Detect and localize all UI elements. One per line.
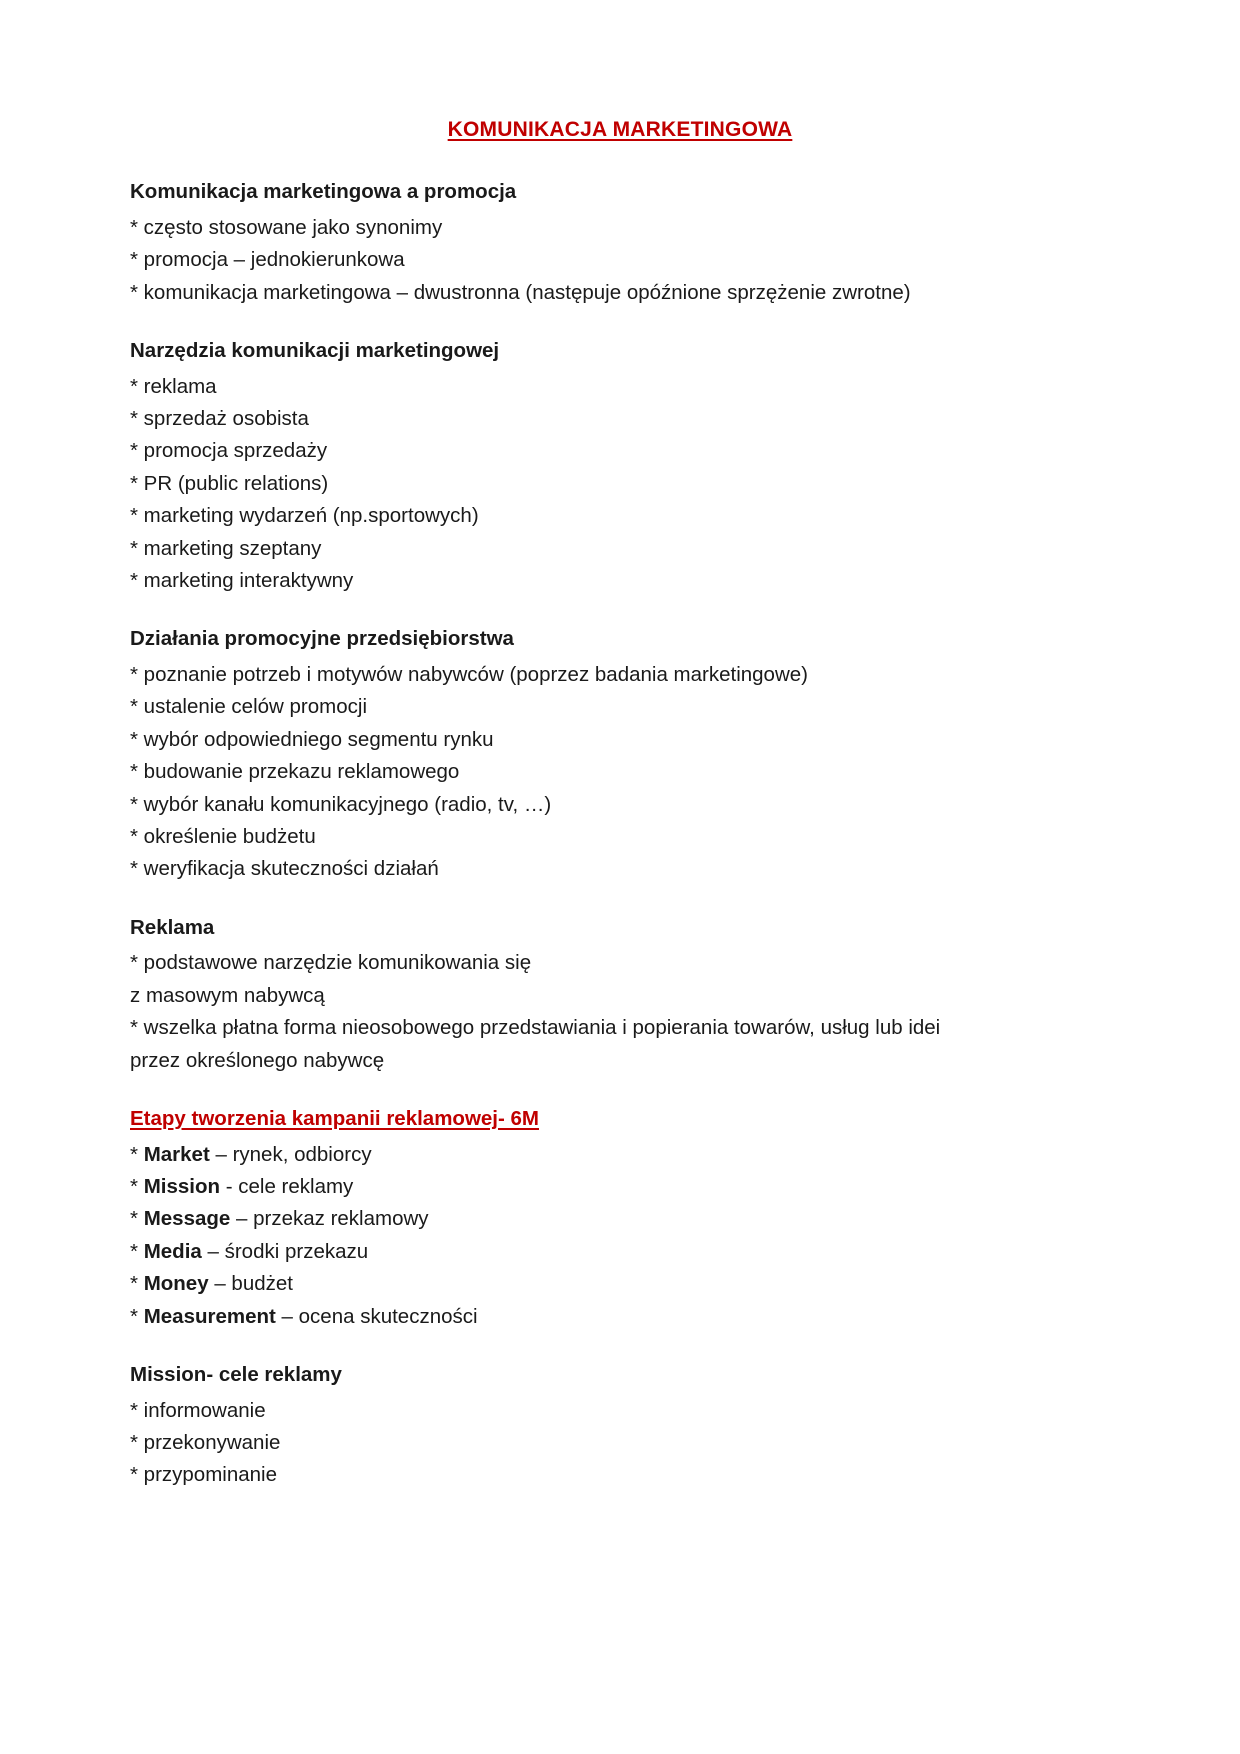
bullet-line xyxy=(130,1171,1110,1203)
bullet-line: * marketing wydarzeń (np.sportowych) xyxy=(130,504,479,528)
bullet-line: z masowym nabywcą xyxy=(130,983,325,1007)
bullet-text: - cele reklamy xyxy=(220,1175,354,1199)
bullet-marker: * xyxy=(130,1175,144,1199)
section-heading: Narzędzia komunikacji marketingowej xyxy=(130,338,500,362)
bullet-keyword: Mission xyxy=(143,1175,221,1199)
bullet-keyword: Money xyxy=(143,1272,209,1296)
bullet-line: * określenie budżetu xyxy=(130,824,316,848)
section-heading: Działania promocyjne przedsiębiorstwa xyxy=(130,627,514,651)
bullet-text: – środki przekazu xyxy=(201,1239,369,1263)
section-heading: Reklama xyxy=(130,915,215,939)
bullet-marker: * xyxy=(130,1239,144,1263)
bullet-line: * wybór odpowiedniego segmentu rynku xyxy=(130,727,494,751)
bullet-line: * poznanie potrzeb i motywów nabywców (poprzez badania marketingowe) xyxy=(130,663,808,687)
bullet-text: – budżet xyxy=(208,1272,293,1296)
bullet-marker: * xyxy=(130,1272,144,1296)
document-section xyxy=(130,335,1110,597)
bullet-line: * informowanie xyxy=(130,1398,266,1422)
bullet-line: * promocja sprzedaży xyxy=(130,439,328,463)
bullet-line: * marketing szeptany xyxy=(130,536,322,560)
bullet-line: * przekonywanie xyxy=(130,1431,281,1455)
bullet-keyword: Market xyxy=(143,1142,210,1166)
bullet-text: – przekaz reklamowy xyxy=(230,1207,429,1231)
bullet-keyword: Media xyxy=(143,1239,202,1263)
document-section xyxy=(130,623,1110,885)
bullet-line: * przypominanie xyxy=(130,1463,277,1487)
bullet-line: * wybór kanału komunikacyjnego (radio, tv, …) xyxy=(130,792,552,816)
bullet-marker: * xyxy=(130,1207,144,1231)
bullet-marker: * xyxy=(130,1304,144,1328)
bullet-marker: * xyxy=(130,1142,144,1166)
document-section xyxy=(130,1359,1110,1492)
document-section xyxy=(130,176,1110,309)
section-heading: Komunikacja marketingowa a promocja xyxy=(130,180,517,203)
bullet-keyword: Measurement xyxy=(143,1304,276,1328)
bullet-line: * wszelka płatna forma nieosobowego przedstawiania i popierania towarów, usług lub idei xyxy=(130,1016,941,1040)
bullet-line: * często stosowane jako synonimy xyxy=(130,215,443,239)
bullet-line: * marketing interaktywny xyxy=(130,568,354,592)
document-section xyxy=(130,912,1110,1077)
bullet-line: przez określonego nabywcę xyxy=(130,1048,385,1072)
bullet-line: * sprzedaż osobista xyxy=(130,407,309,431)
section-heading: Mission- cele reklamy xyxy=(130,1362,342,1386)
bullet-line xyxy=(130,1236,1110,1268)
bullet-line: * reklama xyxy=(130,374,217,398)
section-heading: Etapy tworzenia kampanii reklamowej- 6M xyxy=(130,1106,539,1130)
bullet-line xyxy=(130,1203,1110,1235)
bullet-line: * weryfikacja skuteczności działań xyxy=(130,857,439,881)
page-title: KOMUNIKACJA MARKETINGOWA xyxy=(447,118,793,141)
bullet-line: * ustalenie celów promocji xyxy=(130,695,368,719)
bullet-line: * PR (public relations) xyxy=(130,471,329,495)
bullet-keyword: Message xyxy=(143,1207,231,1231)
bullet-line: * budowanie przekazu reklamowego xyxy=(130,760,460,784)
bullet-text: – rynek, odbiorcy xyxy=(209,1142,372,1166)
bullet-line xyxy=(130,1268,1110,1300)
bullet-line: * komunikacja marketingowa – dwustronna (następuje opóźnione sprzężenie zwrotne) xyxy=(130,280,911,304)
document-section xyxy=(130,1103,1110,1333)
bullet-line: * podstawowe narzędzie komunikowania się xyxy=(130,951,532,975)
bullet-line: * promocja – jednokierunkowa xyxy=(130,248,405,272)
bullet-text: – ocena skuteczności xyxy=(275,1304,478,1328)
document-body xyxy=(130,176,1110,1492)
bullet-line xyxy=(130,1139,1110,1171)
bullet-line xyxy=(130,1301,1110,1333)
